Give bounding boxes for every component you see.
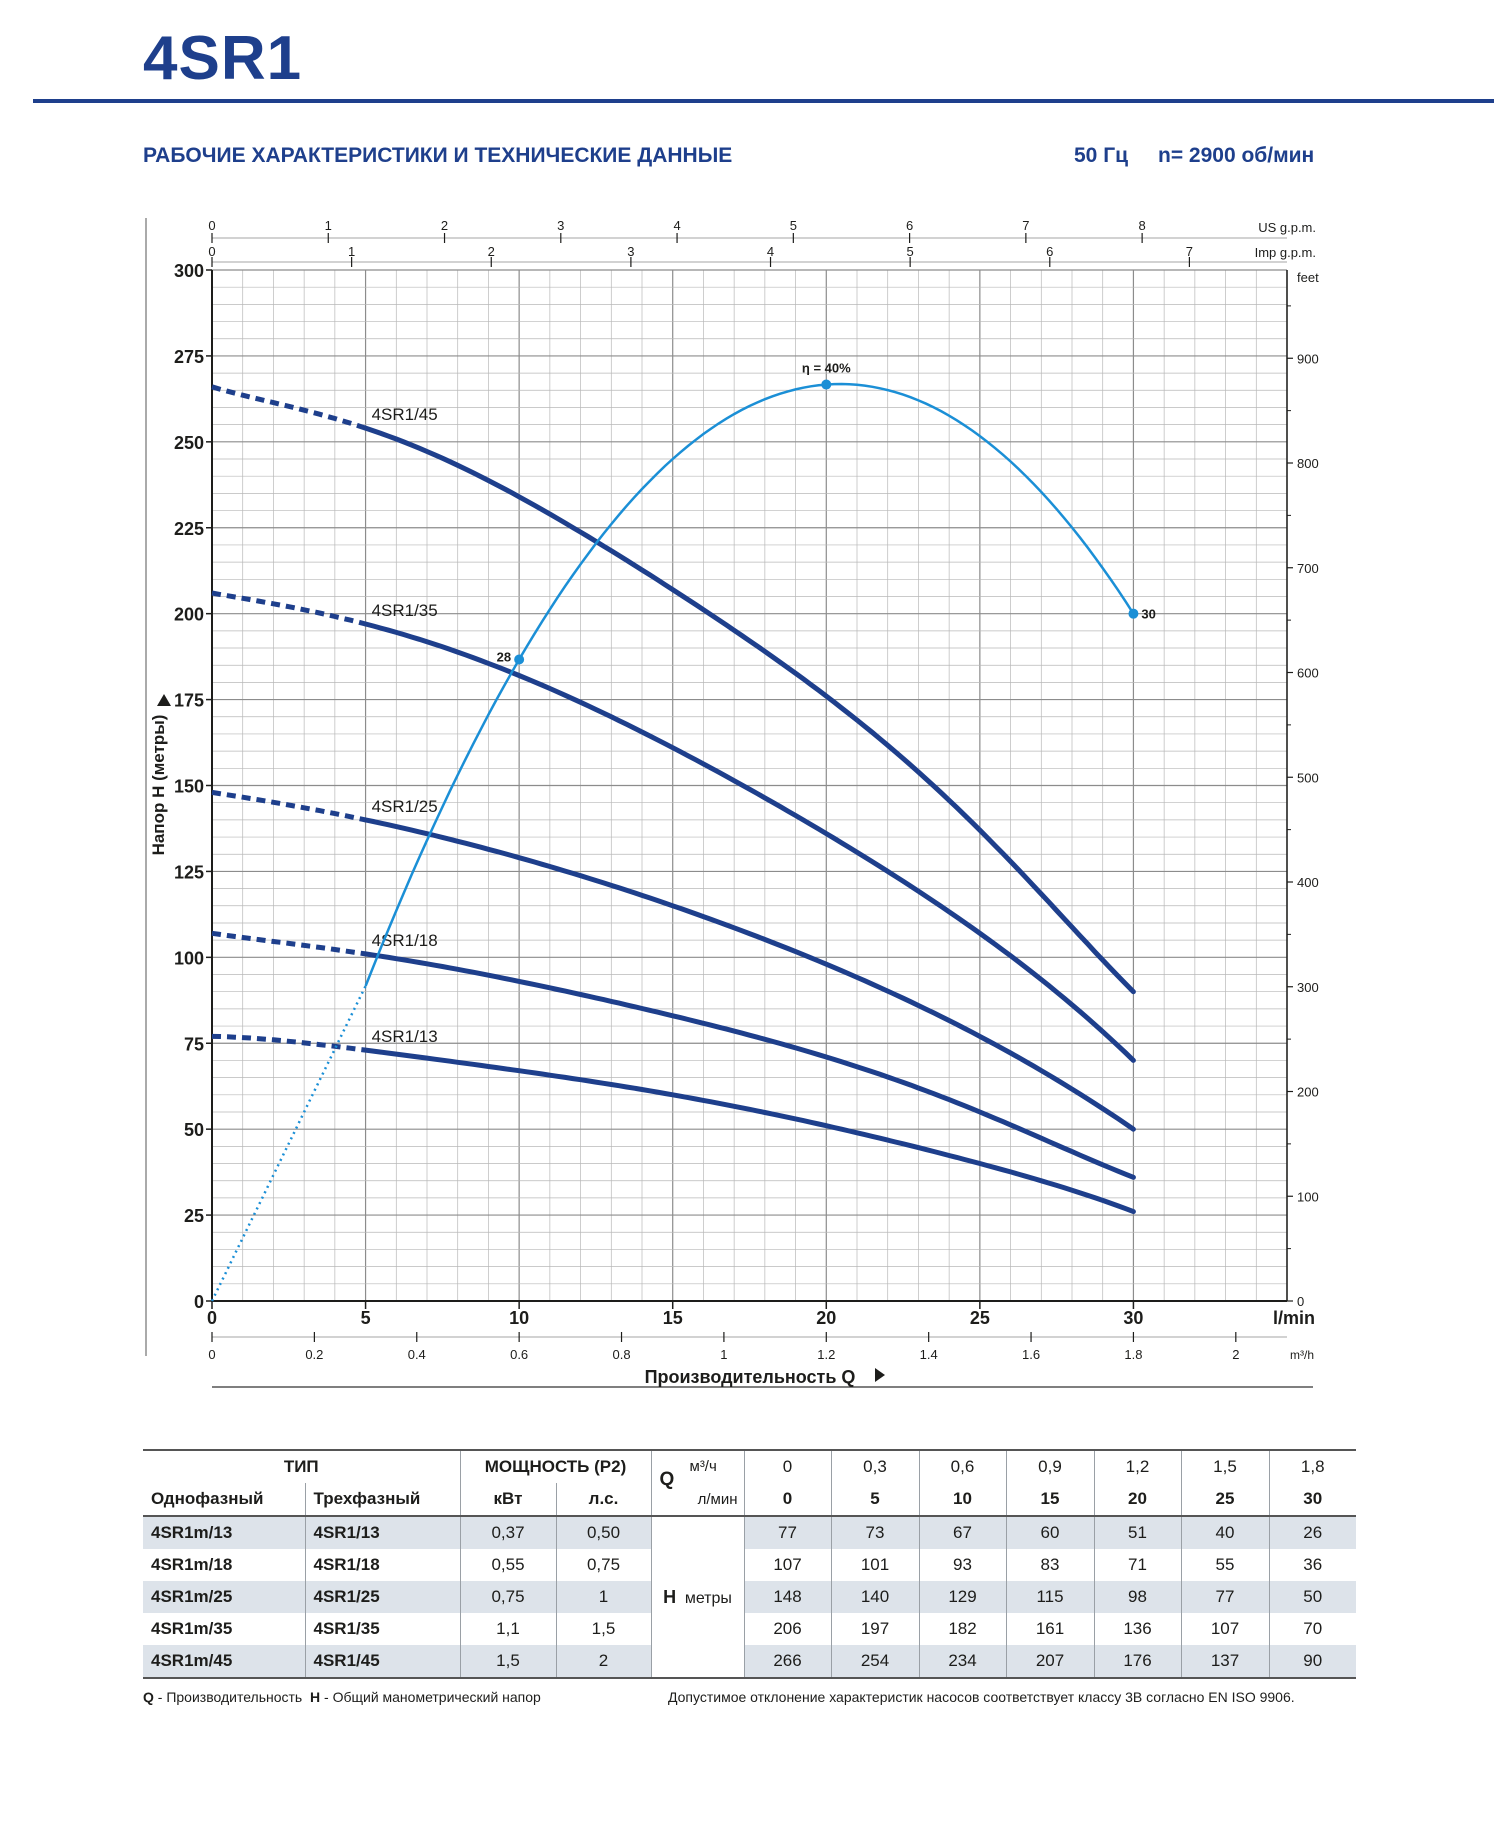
q-m3h-cell: 1,8 [1269, 1450, 1356, 1483]
header-m3h: м³/ч [689, 1458, 717, 1475]
spec-table [143, 1449, 1356, 1679]
m3h-tick-label: 2 [1232, 1347, 1240, 1362]
power-kw: 0,75 [460, 1581, 556, 1613]
three-phase-model: 4SR1/45 [305, 1645, 460, 1678]
curve-label: 4SR1/13 [371, 1027, 438, 1047]
us-gpm-tick-label: 2 [440, 218, 449, 233]
head-value: 234 [919, 1645, 1006, 1678]
single-phase-model: 4SR1m/25 [143, 1581, 305, 1613]
feet-tick-label: 800 [1297, 456, 1319, 472]
imp-gpm-axis-label: Imp g.p.m. [1254, 245, 1316, 260]
us-gpm-tick-label: 3 [557, 218, 565, 233]
power-hp: 1 [556, 1581, 651, 1613]
y-tick-label: 250 [173, 432, 204, 453]
single-phase-model: 4SR1m/45 [143, 1645, 305, 1678]
y-tick-label: 100 [173, 948, 204, 969]
head-value: 83 [1006, 1549, 1094, 1581]
us-gpm-tick-label: 1 [324, 218, 332, 233]
imp-gpm-tick-label: 4 [766, 244, 775, 259]
header-h-unit: метры [684, 1589, 732, 1607]
imp-gpm-tick-label: 1 [348, 244, 356, 259]
power-kw: 1,1 [460, 1613, 556, 1645]
head-value: 101 [831, 1549, 919, 1581]
y-tick-label: 50 [183, 1120, 204, 1141]
y-tick-label: 75 [183, 1034, 204, 1055]
q-lmin-cell: 30 [1269, 1483, 1356, 1516]
head-value: 50 [1269, 1581, 1356, 1613]
q-m3h-cell: 0,3 [831, 1450, 919, 1483]
x-tick-label: 10 [509, 1308, 530, 1328]
three-phase-model: 4SR1/35 [305, 1613, 460, 1645]
footnote-h-text: - Общий манометрический напор [320, 1689, 541, 1705]
q-m3h-cell: 0,6 [919, 1450, 1006, 1483]
imp-gpm-tick-label: 6 [1046, 244, 1054, 259]
three-phase-model: 4SR1/13 [305, 1516, 460, 1549]
header-three-phase: Трехфазный [305, 1483, 460, 1516]
head-value: 266 [744, 1645, 831, 1678]
head-value: 254 [831, 1645, 919, 1678]
imp-gpm-tick-label: 5 [906, 244, 914, 259]
table-row [143, 1516, 1356, 1549]
head-value: 93 [919, 1549, 1006, 1581]
us-gpm-tick-label: 4 [673, 218, 681, 233]
three-phase-model: 4SR1/18 [305, 1549, 460, 1581]
q-lmin-cell: 15 [1006, 1483, 1094, 1516]
head-value: 176 [1094, 1645, 1181, 1678]
head-value: 197 [831, 1613, 919, 1645]
curve-label: 4SR1/35 [371, 600, 438, 620]
head-value: 137 [1181, 1645, 1269, 1678]
head-value: 148 [744, 1581, 831, 1613]
header-lmin: л/мин [651, 1483, 744, 1516]
q-lmin-cell: 20 [1094, 1483, 1181, 1516]
q-lmin-cell: 10 [919, 1483, 1006, 1516]
head-value: 206 [744, 1613, 831, 1645]
m3h-axis-label: m³/h [1290, 1348, 1314, 1362]
header-h: H [663, 1586, 677, 1607]
head-value: 140 [831, 1581, 919, 1613]
x-unit-label: l/min [1272, 1308, 1315, 1328]
q-m3h-cell: 1,2 [1094, 1450, 1181, 1483]
us-gpm-tick-label: 0 [208, 218, 216, 233]
single-phase-model: 4SR1m/13 [143, 1516, 305, 1549]
head-value: 182 [919, 1613, 1006, 1645]
head-value: 107 [744, 1549, 831, 1581]
head-value: 55 [1181, 1549, 1269, 1581]
head-value: 90 [1269, 1645, 1356, 1678]
us-gpm-axis-label: US g.p.m. [1258, 220, 1316, 235]
m3h-tick-label: 0.4 [407, 1347, 426, 1362]
imp-gpm-tick-label: 3 [627, 244, 635, 259]
y-axis-arrow-icon [157, 694, 171, 706]
feet-tick-label: 600 [1297, 665, 1319, 681]
head-value: 115 [1006, 1581, 1094, 1613]
feet-tick-label: 0 [1297, 1294, 1305, 1309]
footnote-h-letter: H [310, 1689, 321, 1705]
q-m3h-cell: 0 [744, 1450, 831, 1483]
head-value: 77 [744, 1516, 831, 1549]
y-tick-label: 200 [173, 604, 204, 625]
y-tick-label: 150 [173, 776, 204, 797]
y-tick-label: 175 [173, 690, 204, 711]
m3h-tick-label: 0 [208, 1347, 216, 1362]
feet-tick-label: 900 [1297, 351, 1319, 367]
efficiency-label: 28 [496, 649, 512, 665]
header-kw: кВт [460, 1483, 556, 1516]
feet-tick-label: 100 [1297, 1189, 1319, 1205]
us-gpm-tick-label: 8 [1138, 218, 1146, 233]
head-value: 26 [1269, 1516, 1356, 1549]
table-header-row-1 [143, 1450, 1356, 1483]
head-value: 60 [1006, 1516, 1094, 1549]
x-axis-arrow-icon [875, 1368, 885, 1382]
x-tick-label: 15 [662, 1308, 683, 1328]
curve-label: 4SR1/18 [371, 930, 438, 950]
feet-tick-label: 200 [1297, 1084, 1319, 1100]
head-label-cell [651, 1516, 744, 1678]
efficiency-label: 30 [1141, 606, 1156, 622]
m3h-tick-label: 1.6 [1022, 1347, 1041, 1362]
header-single-phase: Однофазный [143, 1483, 305, 1516]
head-value: 207 [1006, 1645, 1094, 1678]
x-axis-title: Производительность Q [644, 1367, 856, 1387]
y-tick-label: 0 [193, 1292, 204, 1312]
m3h-tick-label: 1.2 [817, 1347, 836, 1362]
efficiency-label: η = 40% [801, 360, 851, 376]
speed-label: n= 2900 об/мин [1158, 144, 1315, 167]
power-hp: 0,75 [556, 1549, 651, 1581]
feet-tick-label: 500 [1297, 770, 1319, 786]
us-gpm-tick-label: 5 [789, 218, 797, 233]
head-value: 40 [1181, 1516, 1269, 1549]
imp-gpm-tick-label: 7 [1185, 244, 1194, 259]
header-q-m3h-cell [651, 1450, 744, 1490]
q-lmin-cell: 5 [831, 1483, 919, 1516]
frequency-label: 50 Гц [1074, 144, 1129, 167]
m3h-tick-label: 0.6 [510, 1347, 529, 1362]
table-row [143, 1613, 1356, 1645]
efficiency-point [821, 380, 831, 390]
head-value: 98 [1094, 1581, 1181, 1613]
imp-gpm-tick-label: 2 [487, 244, 495, 259]
head-value: 70 [1303, 1619, 1323, 1638]
page-title: 4SR1 [143, 24, 303, 93]
efficiency-point [1128, 609, 1138, 619]
efficiency-point [514, 654, 524, 664]
us-gpm-tick-label: 7 [1022, 218, 1030, 233]
y-tick-label: 225 [173, 518, 204, 539]
power-kw: 1,5 [460, 1645, 556, 1678]
header-power: МОЩНОСТЬ (P2) [460, 1450, 651, 1483]
head-value: 71 [1094, 1549, 1181, 1581]
feet-tick-label: 700 [1297, 560, 1319, 576]
table-row [143, 1549, 1356, 1581]
head-value: 36 [1303, 1555, 1323, 1574]
q-m3h-cell: 1,5 [1181, 1450, 1269, 1483]
head-value: 77 [1181, 1581, 1269, 1613]
header-hp: л.с. [556, 1483, 651, 1516]
m3h-tick-label: 0.8 [612, 1347, 631, 1362]
m3h-tick-label: 1 [720, 1347, 728, 1362]
head-value: 129 [919, 1581, 1006, 1613]
power-hp: 0,50 [556, 1516, 651, 1549]
head-value: 67 [919, 1516, 1006, 1549]
curve-label: 4SR1/45 [371, 405, 438, 425]
power-kw: 0,37 [460, 1516, 556, 1549]
x-tick-label: 5 [360, 1308, 371, 1328]
x-tick-label: 0 [206, 1308, 218, 1328]
x-tick-label: 25 [969, 1308, 990, 1328]
m3h-tick-label: 1.4 [919, 1347, 938, 1362]
y-tick-label: 275 [173, 346, 204, 367]
head-value: 161 [1006, 1613, 1094, 1645]
table-row [143, 1645, 1356, 1678]
section-subtitle: РАБОЧИЕ ХАРАКТЕРИСТИКИ И ТЕХНИЧЕСКИЕ ДАННЫЕ [143, 144, 733, 167]
y-tick-label: 25 [183, 1206, 204, 1227]
x-tick-label: 30 [1123, 1308, 1144, 1328]
x-tick-label: 20 [816, 1308, 837, 1328]
footnote-q-text: - Производительность [153, 1689, 303, 1705]
feet-axis-label: feet [1297, 270, 1319, 285]
q-lmin-cell: 25 [1181, 1483, 1269, 1516]
table-row [143, 1581, 1356, 1613]
m3h-tick-label: 0.2 [305, 1347, 324, 1362]
head-value: 107 [1181, 1613, 1269, 1645]
head-value: 73 [831, 1516, 919, 1549]
three-phase-model: 4SR1/25 [305, 1581, 460, 1613]
header-q: Q [659, 1469, 675, 1490]
y-tick-label: 125 [173, 862, 204, 883]
power-hp: 1,5 [556, 1613, 651, 1645]
footnote-tolerance: Допустимое отклонение характеристик насосов соответствует классу 3B согласно EN ISO 9906. [668, 1689, 1295, 1705]
q-lmin-cell: 0 [744, 1483, 831, 1516]
head-value: 136 [1094, 1613, 1181, 1645]
footnote-legend [143, 1689, 541, 1705]
m3h-tick-label: 1.8 [1124, 1347, 1143, 1362]
power-hp: 2 [556, 1645, 651, 1678]
single-phase-model: 4SR1m/18 [143, 1549, 305, 1581]
feet-tick-label: 300 [1297, 979, 1319, 995]
header-type: ТИП [143, 1450, 460, 1483]
curve-label: 4SR1/25 [371, 796, 438, 816]
q-m3h-cell: 0,9 [1006, 1450, 1094, 1483]
y-axis-title: Напор H (метры) [149, 714, 168, 856]
footnote-q-letter: Q [143, 1689, 154, 1705]
feet-tick-label: 400 [1297, 875, 1319, 891]
y-tick-label: 300 [173, 261, 204, 281]
imp-gpm-tick-label: 0 [208, 244, 216, 259]
power-kw: 0,55 [460, 1549, 556, 1581]
us-gpm-tick-label: 6 [905, 218, 914, 233]
head-value: 51 [1094, 1516, 1181, 1549]
single-phase-model: 4SR1m/35 [143, 1613, 305, 1645]
table-header-row-2 [143, 1483, 1356, 1516]
